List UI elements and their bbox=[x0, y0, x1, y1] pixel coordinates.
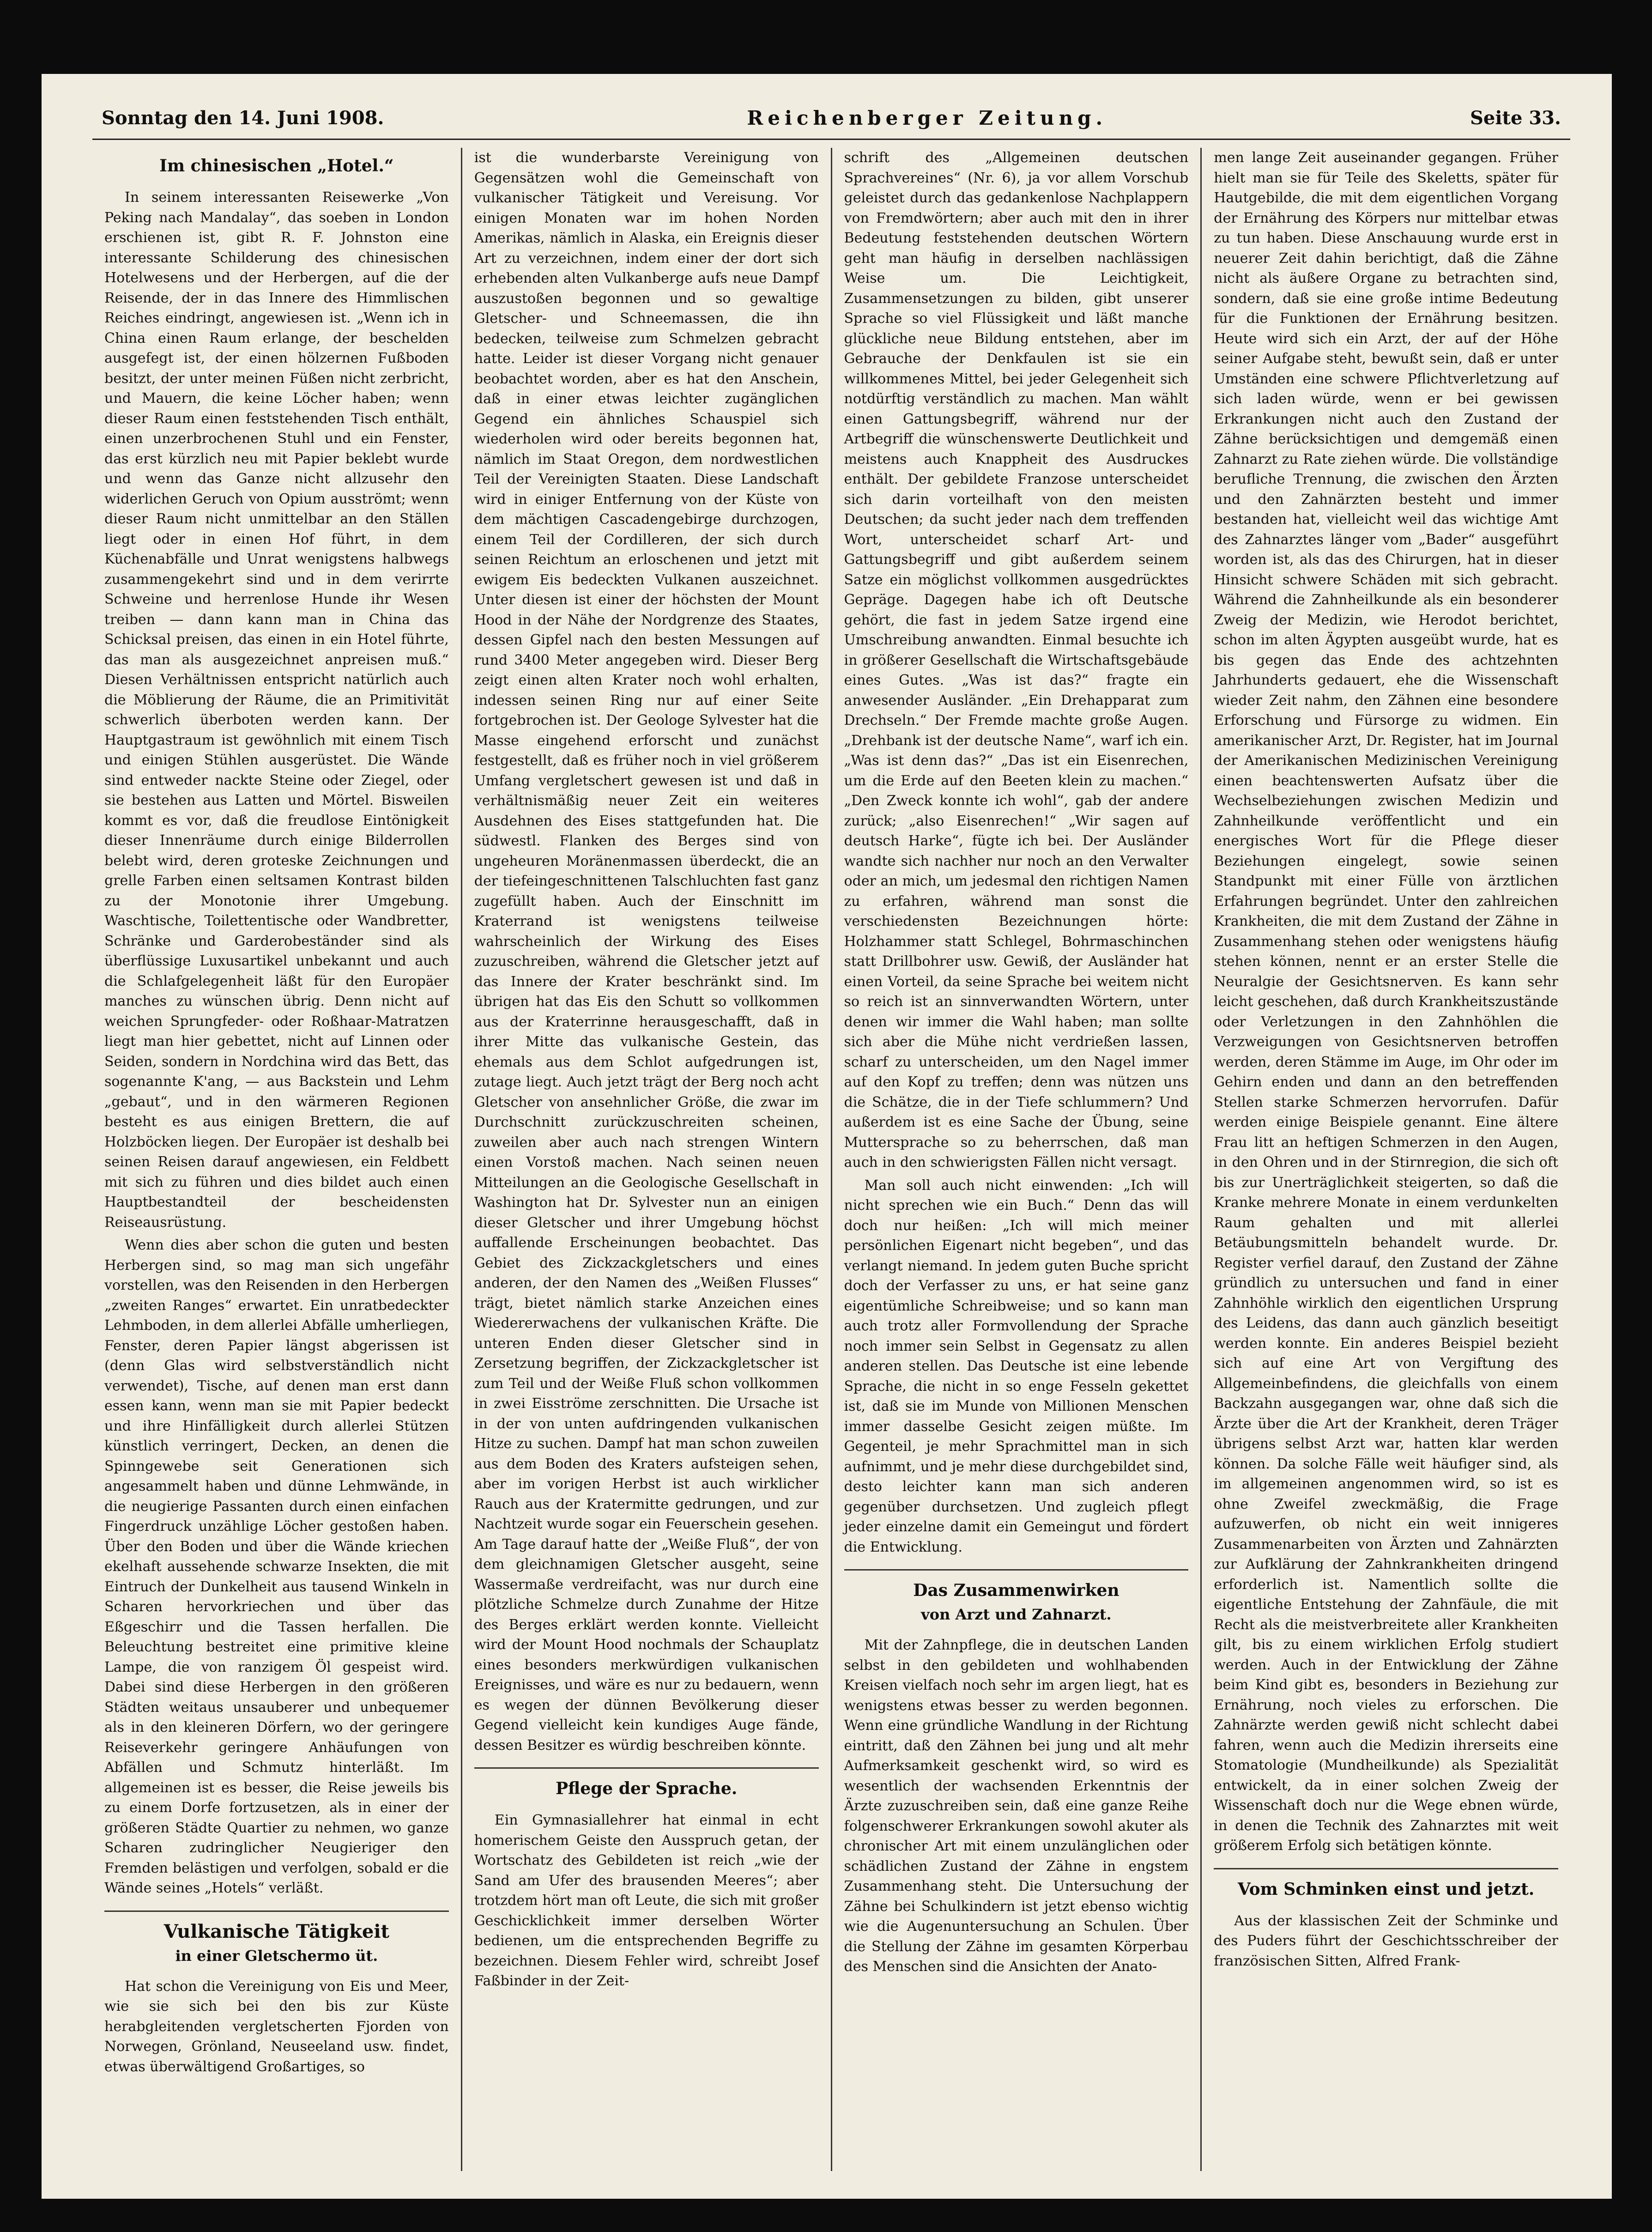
column-3 bbox=[832, 148, 1202, 2171]
article-paragraph: Man soll auch nicht einwenden: „Ich will nicht sprechen wie ein Buch.“ Denn das will doch nur heißen: „Ich will mich meiner persönlichen Eigenart nicht begeben“, und das verlangt niemand. In jedem guten Buche spricht doch der Verfasser zu uns, er hat seine ganz eigentümliche Schreibweise; und so kann man auch trotz aller Formvollendung der Sprache noch immer sein Selbst in Gegensatz zu allen anderen stellen. Das Deutsche ist eine lebende Sprache, die nicht in so enge Fesseln gekettet ist, daß sie im Munde von Millionen Menschen immer dasselbe Gesicht zeigen müßte. Im Gegenteil, je mehr Sprachmittel man in sich aufnimmt, und je mehr diese durchgebildet sind, desto leichter kann man sich anderen gegenüber durchsetzen. Und zugleich pflegt jeder einzelne damit ein Gemeingut und fördert die Entwicklung. bbox=[844, 1177, 1189, 1555]
article-divider bbox=[104, 1911, 449, 1912]
header-date: Sonntag den 14. Juni 1908. bbox=[102, 107, 384, 129]
article-paragraph: Wenn dies aber schon die guten und besten Herbergen sind, so mag man sich ungefähr vorstellen, was den Reisenden in den Herbergen „zweiten Ranges“ erwartet. Ein unratbedeckter Lehmboden, in dem allerlei Abfälle umherliegen, Fenster, deren Papier längst abgerissen ist (denn Glas wird selbstverständlich nicht verwendet), Tische, auf denen man erst dann essen kann, wenn man sie mit Papier bedeckt und ihre Hinfälligkeit durch allerlei Stützen künstlich verringert, Decken, an denen die Spinngewebe seit Generationen sich angesammelt haben und dünne Lehmwände, in die neugierige Passanten durch einen einfachen Fingerdruck unzählige Löcher gestoßen haben. Über den Boden und über die Wände kriechen ekelhaft aussehende schwarze Insekten, die mit Eintruch der Dunkelheit aus tausend Winkeln in Scharen hervorkriechen und über das Eßgeschirr und die Tassen herfallen. Die Beleuchtung bestreitet eine primitive kleine Lampe, die von ranzigem Öl gespeist wird. Dabei sind diese Herbergen in den größeren Städten weitaus unsauberer und unbequemer als in den kleineren Dörfern, wo der geringere Reiseverkehr geringere Anhäufungen von Abfällen und Schmutz hinterläßt. Im allgemeinen ist es besser, die Reise jeweils bis zu einem Dorfe fortzusetzen, als in einer der größeren Städte Quartier zu nehmen, wo ganze Scharen zudringlicher Neugieriger den Fremden belästigen und verfolgen, sobald er die Wände seines „Hotels“ verläßt. bbox=[104, 1237, 449, 1896]
column-2 bbox=[462, 148, 832, 2171]
column-4 bbox=[1202, 148, 1570, 2171]
article-paragraph: schrift des „Allgemeinen deutschen Sprachvereines“ (Nr. 6), ja vor allem Vorschub geleistet durch das gedankenlose Nachplappern von Fremdwörtern; aber auch mit den in ihrer Bedeutung feststehenden deutschen Wörtern geht man häufig in derselben nachlässigen Weise um. Die Leichtigkeit, Zusammensetzungen zu bilden, gibt unserer Sprache so viel Flüssigkeit und läßt manche glückliche neue Bildung entstehen, aber im Gebrauche der Denkfaulen ist sie ein willkommenes Mittel, bei jeder Gelegenheit sich notdürftig verständlich zu machen. Man wählt einen Gattungsbegriff, während nur der Artbegriff die wünschenswerte Deutlichkeit und meistens auch Knappheit des Ausdruckes enthält. Der gebildete Franzose unterscheidet sich darin vorteilhaft von den meisten Deutschen; da sucht jeder nach dem treffenden Wort, unterscheidet scharf Art- und Gattungsbegriff und gibt außerdem seinem Satze ein möglichst vollkommen ausgedrücktes Gepräge. Dagegen habe ich oft Deutsche gehört, die fast in jedem Satze irgend eine Umschreibung anwandten. Einmal besuchte ich in größerer Gesellschaft die Wirtschaftsgebäude eines Gutes. „Was ist das?“ fragte ein anwesender Ausländer. „Ein Drehapparat zum Drechseln.“ Der Fremde machte große Augen. „Drehbank ist der deutsche Name“, warf ich ein. „Was ist denn das?“ „Das ist ein Eisenrechen, um die Erde auf den Beeten klein zu machen.“ „Den Zweck konnte ich wohl“, gab der andere zurück; „also Eisenrechen!“ „Wir sagen auf deutsch Harke“, fügte ich bei. Der Ausländer wandte sich nachher nur noch an den Verwalter oder an mich, um jedesmal den richtigen Namen zu erfahren, während man sonst die verschiedensten Bezeichnungen hörte: Holzhammer statt Schlegel, Bohrmaschinchen statt Drillbohrer usw. Gewiß, der Ausländer hat einen Vorteil, da seine Sprache bei weitem nicht so reich ist an sinnverwandten Wörtern, unter denen wir immer die Wahl haben; man sollte sich aber die Mühe nicht verdrießen lassen, scharf zu unterscheiden, um den Nagel immer auf den Kopf zu treffen; denn was nützen uns die Schätze, die in der Tiefe schlummern? Und außerdem ist es eine Sache der Übung, seine Muttersprache so zu beherrschen, daß man auch in den schwierigsten Fällen nicht versagt. bbox=[844, 150, 1189, 1171]
article-title-hotel: Im chinesischen „Hotel.“ bbox=[159, 156, 394, 176]
article-paragraph: Hat schon die Vereinigung von Eis und Meer, wie sie sich bei den bis zur Küste herabgleitenden vergletscherten Fjorden von Norwegen, Grönland, Neuseeland usw. findet, etwas überwältigend Großartiges, so bbox=[104, 1978, 449, 2075]
page-number: Seite 33. bbox=[1470, 107, 1561, 129]
column-1 bbox=[92, 148, 462, 2171]
article-title-sprache: Pflege der Sprache. bbox=[555, 1779, 738, 1798]
article-paragraph: Mit der Zahnpflege, die in deutschen Landen selbst in den gebildeten und wohlhabenden Kreisen vielfach noch sehr im argen liegt, hat es wenigstens etwas besser zu werden begonnen. Wenn eine gründliche Wandlung in der Richtung eintritt, daß den Zähnen bei jung und alt mehr Aufmerksamkeit geschenkt wird, so wird es wesentlich der wachsenden Erkenntnis der Ärzte zuzuschreiben sein, daß eine ganze Reihe folgenschwerer Erkrankungen sowohl akuter als chronischer Art mit einem unzulänglichen oder schädlichen Zustand der Zähne in engstem Zusammenhang steht. Die Untersuchung der Zähne bei Schulkindern ist jetzt ebenso wichtig wie die Augenuntersuchung an Schulen. Über die Stellung der Zähne im gesamten Körperbau des Menschen sind die Ansichten der Anato- bbox=[844, 1637, 1189, 1975]
header-rule bbox=[92, 139, 1570, 140]
article-subtitle-vulkan: in einer Gletschermo üt. bbox=[175, 1947, 378, 1965]
article-paragraph: ist die wunderbarste Vereinigung von Gegensätzen wohl die Gemeinschaft von vulkanischer Tätigkeit und Vereisung. Vor einigen Monaten war im hohen Norden Amerikas, nämlich in Alaska, ein Ereignis dieser Art zu verzeichnen, indem einer der dort sich erhebenden alten Vulkanberge aufs neue Dampf auszustoßen begonnen und so gewaltige Gletscher- und Schneemassen, die ihn bedecken, teilweise zum Schmelzen gebracht hatte. Leider ist dieser Vorgang nicht genauer beobachtet worden, aber es hat den Anschein, daß in einer etwas leichter zugänglichen Gegend ein ähnliches Schauspiel sich wiederholen wird oder bereits begonnen hat, nämlich im Staat Oregon, dem nordwestlichen Teil der Vereinigten Staaten. Diese Landschaft wird in einiger Entfernung von der Küste von dem mächtigen Cascadengebirge durchzogen, einem Teil der Cordilleren, der sich durch seinen Reichtum an erloschenen und jetzt mit ewigem Eis bedeckten Vulkanen auszeichnet. Unter diesen ist einer der höchsten der Mount Hood in der Nähe der Nordgrenze des Staates, dessen Gipfel nach den besten Messungen auf rund 3400 Meter angegeben wird. Dieser Berg zeigt einen alten Krater noch wohl erhalten, indessen seinen Ring nur auf einer Seite fortgebrochen ist. Der Geologe Sylvester hat die Masse eingehend erforscht und zunächst festgestellt, daß es früher noch in viel größerem Umfang vergletschert gewesen ist und daß in verhältnismäßig neuer Zeit ein weiteres Ausdehnen des Eises stattgefunden hat. Die südwestl. Flanken des Berges sind von ungeheuren Moränenmassen überdeckt, die an der tiefeingeschnittenen Talschluchten fast ganz zugefüllt haben. Auch der Einschnitt im Kraterrand ist wenigstens teilweise wahrscheinlich der Wirkung des Eises zuzuschreiben, während die Gletscher jetzt auf das Innere der Krater beschränkt sind. Im übrigen hat das Eis den Schutt so vollkommen aus der Kraterrinne herausgeschafft, daß in ihrer Mitte das vulkanische Gestein, das ehemals aus dem Schlot aufgedrungen ist, zutage liegt. Auch jetzt trägt der Berg noch acht Gletscher von ansehnlicher Größe, die zwar im Durchschnitt zurückzuschreiten scheinen, zuweilen aber auch nach strengen Wintern einen Vorstoß machen. Nach seinen neuen Mitteilungen an die Geologische Gesellschaft in Washington hat Dr. Sylvester nun an einigen dieser Gletscher und ihrer Umgebung höchst auffallende Erscheinungen beobachtet. Das Gebiet des Zickzackgletschers und eines anderen, der den Namen des „Weißen Flusses“ trägt, bietet nämlich starke Anzeichen eines Wiedererwachens der vulkanischen Kräfte. Die unteren Enden dieser Gletscher sind in Zersetzung begriffen, der Zickzackgletscher ist zum Teil und der Weiße Fluß schon vollkommen in zwei Eisströme zerschnitten. Die Ursache ist in der von unten aufdringenden vulkanischen Hitze zu suchen. Dampf hat man schon zuweilen aus dem Boden des Kraters aufsteigen sehen, aber im vorigen Herbst ist auch wirklicher Rauch aus der Kratermitte gedrungen, und zur Nachtzeit wurde sogar ein Feuerschein gesehen. Am Tage darauf hatte der „Weiße Fluß“, der von dem gleichnamigen Gletscher ausgeht, seine Wassermaße verdreifacht, was nur durch eine plötzliche Schmelze durch Zunahme der Hitze des Berges erklärt werden konnte. Vielleicht wird der Mount Hood nochmals der Schauplatz eines besonders merkwürdigen vulkanischen Ereignisses, und wäre es nur zu bedauern, wenn es wegen der dünnen Bevölkerung dieser Gegend vielleicht kein kundiges Auge fände, dessen Besitzer es würdig beschreiben könnte. bbox=[474, 150, 819, 1753]
article-paragraph: Ein Gymnasiallehrer hat einmal in echt homerischem Geiste den Ausspruch getan, der Wortschatz des Gebildeten ist reich „wie der Sand am Ufer des brausenden Meeres“; aber trotzdem hört man oft Leute, die sich mit großer Geschicklichkeit immer derselben Wörter bedienen, um die entsprechenden Begriffe zu bezeichnen. Diesem Fehler wird, schreibt Josef Faßbinder in der Zeit- bbox=[474, 1812, 819, 1989]
article-divider bbox=[1214, 1868, 1558, 1869]
article-paragraph: men lange Zeit auseinander gegangen. Früher hielt man sie für Teile des Skeletts, später für Hautgebilde, die mit dem eigentlichen Vorgang der Ernährung des Körpers nur mittelbar etwas zu tun haben. Diese Anschauung wurde erst in neuerer Zeit dahin berichtigt, daß die Zähne nicht als äußere Organe zu betrachten sind, sondern, daß sie eine große intime Bedeutung für die Funktionen der Ernährung besitzen. Heute wird sich ein Arzt, der auf der Höhe seiner Aufgabe steht, bewußt sein, daß er unter Umständen eine schwere Pflichtverletzung auf sich laden würde, wenn er bei gewissen Erkrankungen nicht auch den Zustand der Zähne berücksichtigen und demgemäß einen Zahnarzt zu Rate ziehen würde. Die vollständige berufliche Trennung, die zwischen den Ärzten und den Zahnärzten besteht und immer bestanden hat, vielleicht weil das wichtige Amt des Zahnarztes länger vom „Bader“ ausgeführt worden ist, als das des Chirurgen, hat in dieser Hinsicht schwere Schäden mit sich gebracht. Während die Zahnheilkunde als ein besonderer Zweig der Medizin, wie Herodot berichtet, schon im alten Ägypten ausgeübt wurde, hat es bis gegen das Ende des achtzehnten Jahrhunderts gedauert, ehe die Wissenschaft wieder Zeit nahm, den Zähnen eine besondere Erforschung und Fürsorge zu widmen. Ein amerikanischer Arzt, Dr. Register, hat im Journal der Amerikanischen Medizinischen Vereinigung einen beachtenswerten Aufsatz über die Wechselbeziehungen zwischen Medizin und Zahnheilkunde veröffentlicht und ein energisches Wort für die Pflege dieser Beziehungen eingelegt, sowie seinen Standpunkt mit einer Fülle von ärztlichen Erfahrungen begründet. Unter den zahlreichen Krankheiten, die mit dem Zustand der Zähne in Zusammenhang stehen oder wenigstens häufig stehen können, nennt er an erster Stelle die Neuralgie der Gesichtsnerven. Es kann sehr leicht geschehen, daß durch Krankheitszustände oder Verletzungen in den Zahnhöhlen die Verzweigungen von Gesichtsnerven betroffen werden, deren Stämme im Auge, im Ohr oder im Gehirn enden und dann an den betreffenden Stellen starke Schmerzen hervorrufen. Dafür werden einige Beispiele genannt. Eine ältere Frau litt an heftigen Schmerzen in den Augen, in den Ohren und in der Stirnregion, die sich oft bis zur Unerträglichkeit steigerten, so daß die Kranke mehrere Monate in einem verdunkelten Raum gehalten und mit allerlei Betäubungsmitteln behandelt wurde. Dr. Register verfiel darauf, den Zustand der Zähne gründlich zu untersuchen und fand in einer Zahnhöhle wirklich den eigentlichen Ursprung des Leidens, das dann auch gänzlich beseitigt werden konnte. Ein anderes Beispiel bezieht sich auf eine Art von Vergiftung des Allgemeinbefindens, die gleichfalls von einem Backzahn ausgegangen war, ohne daß sich die Ärzte über die Art der Krankheit, deren Träger übrigens selbst Arzt war, hatten klar werden können. Da solche Fälle weit häufiger sind, als im allgemeinen angenommen wird, so ist es ohne Zweifel zweckmäßig, die Frage aufzuwerfen, ob nicht ein weit innigeres Zusammenarbeiten von Ärzten und Zahnärzten zur Aufklärung der Zahnkrankheiten dringend erforderlich ist. Namentlich sollte die eigentliche Entstehung der Zahnfäule, die mit Recht als die meistverbreitete aller Krankheiten gilt, bis zu einem wirklichen Erfolg studiert werden. Auch in der Entwicklung der Zähne beim Kind gibt es, besonders in Beziehung zur Ernährung, noch vieles zu erforschen. Die Zahnärzte werden gewiß nicht schlecht dabei fahren, wenn auch die Medizin ihrerseits eine Stomatologie (Mundheilkunde) als Spezialität entwickelt, da in einer solchen Zweig der Wissenschaft doch nur die Wege ebnen würde, in denen die Technik des Zahnarztes mit weit größerem Erfolg sich betätigen könnte. bbox=[1214, 150, 1558, 1854]
newspaper-page bbox=[42, 74, 1612, 2199]
article-subtitle-zahnarzt: von Arzt und Zahnarzt. bbox=[921, 1606, 1112, 1623]
article-divider bbox=[474, 1767, 819, 1769]
article-title-zahnarzt: Das Zusammenwirken bbox=[913, 1581, 1119, 1600]
article-title-vulkan: Vulkanische Tätigkeit bbox=[163, 1920, 390, 1942]
article-paragraph: In seinem interessanten Reisewerke „Von Peking nach Mandalay“, das soeben in London erschienen ist, gibt R. F. Johnston eine interessante Schilderung des chinesischen Hotelwesens und der Herbergen, auf die der Reisende, der in das Innere des Himmlischen Reiches eindringt, angewiesen ist. „Wenn ich in China einen Raum erlange, der beschelden ausgefegt ist, der einen hölzernen Fußboden besitzt, der unter meinen Füßen nicht zerbricht, und Mauern, die keine Löcher haben; wenn dieser Raum einen feststehenden Tisch enthält, einen unzerbrochenen Stuhl und ein Fenster, das erst kürzlich neu mit Papier beklebt wurde und wenn das Ganze nicht allzusehr den widerlichen Geruch von Opium ausströmt; wenn dieser Raum nicht unmittelbar an den Ställen liegt oder in einen Hof führt, in dem Küchenabfälle und Unrat wenigstens halbwegs zusammengekehrt sind und in dem verirrte Schweine und herrenlose Hunde ihr Wesen treiben — dann kann man in China das Schicksal preisen, das einen in ein Hotel führte, das man als ausgezeichnet anpreisen muß.“ Diesen Verhältnissen entspricht natürlich auch die Möblierung der Räume, die an Primitivität schwerlich überboten werden kann. Der Hauptgastraum ist gewöhnlich mit einem Tisch und einigen Stühlen ausgerüstet. Die Wände sind entweder nackte Steine oder Ziegel, oder sie bestehen aus Latten und Mörtel. Bisweilen kommt es vor, daß die freudlose Eintönigkeit dieser Innenräume durch einige Bilderrollen belebt wird, deren groteske Zeichnungen und grelle Farben einen seltsamen Kontrast bilden zu der Monotonie ihrer Umgebung. Waschtische, Toilettentische oder Wandbretter, Schränke und Garderobeständer sind als überflüssige Luxusartikel unbekannt und auch die Schlafgelegenheit läßt für den Europäer manches zu wünschen übrig. Denn nicht auf weichen Sprungfeder- oder Roßhaar-Matratzen liegt man hier gebettet, nicht auf Linnen oder Seiden, sondern in Nordchina wird das Bett, das sogenannte K'ang, — aus Backstein und Lehm „gebaut“, und in den wärmeren Regionen besteht es aus einigen Brettern, die auf Holzböcken liegen. Der Europäer ist deshalb bei seinen Reisen darauf angewiesen, ein Feldbett mit sich zu führen und dies bildet auch einen Hauptbestandteil der bescheidensten Reiseausrüstung. bbox=[104, 189, 449, 1231]
page-header bbox=[42, 102, 1612, 134]
masthead: Reichenberger Zeitung. bbox=[747, 106, 1107, 129]
text-columns bbox=[92, 148, 1570, 2171]
article-paragraph: Aus der klassischen Zeit der Schminke und des Puders führt der Geschichtsschreiber der französischen Sitten, Alfred Frank- bbox=[1214, 1912, 1558, 1969]
article-divider bbox=[844, 1569, 1189, 1571]
article-title-schminken: Vom Schminken einst und jetzt. bbox=[1237, 1879, 1535, 1899]
